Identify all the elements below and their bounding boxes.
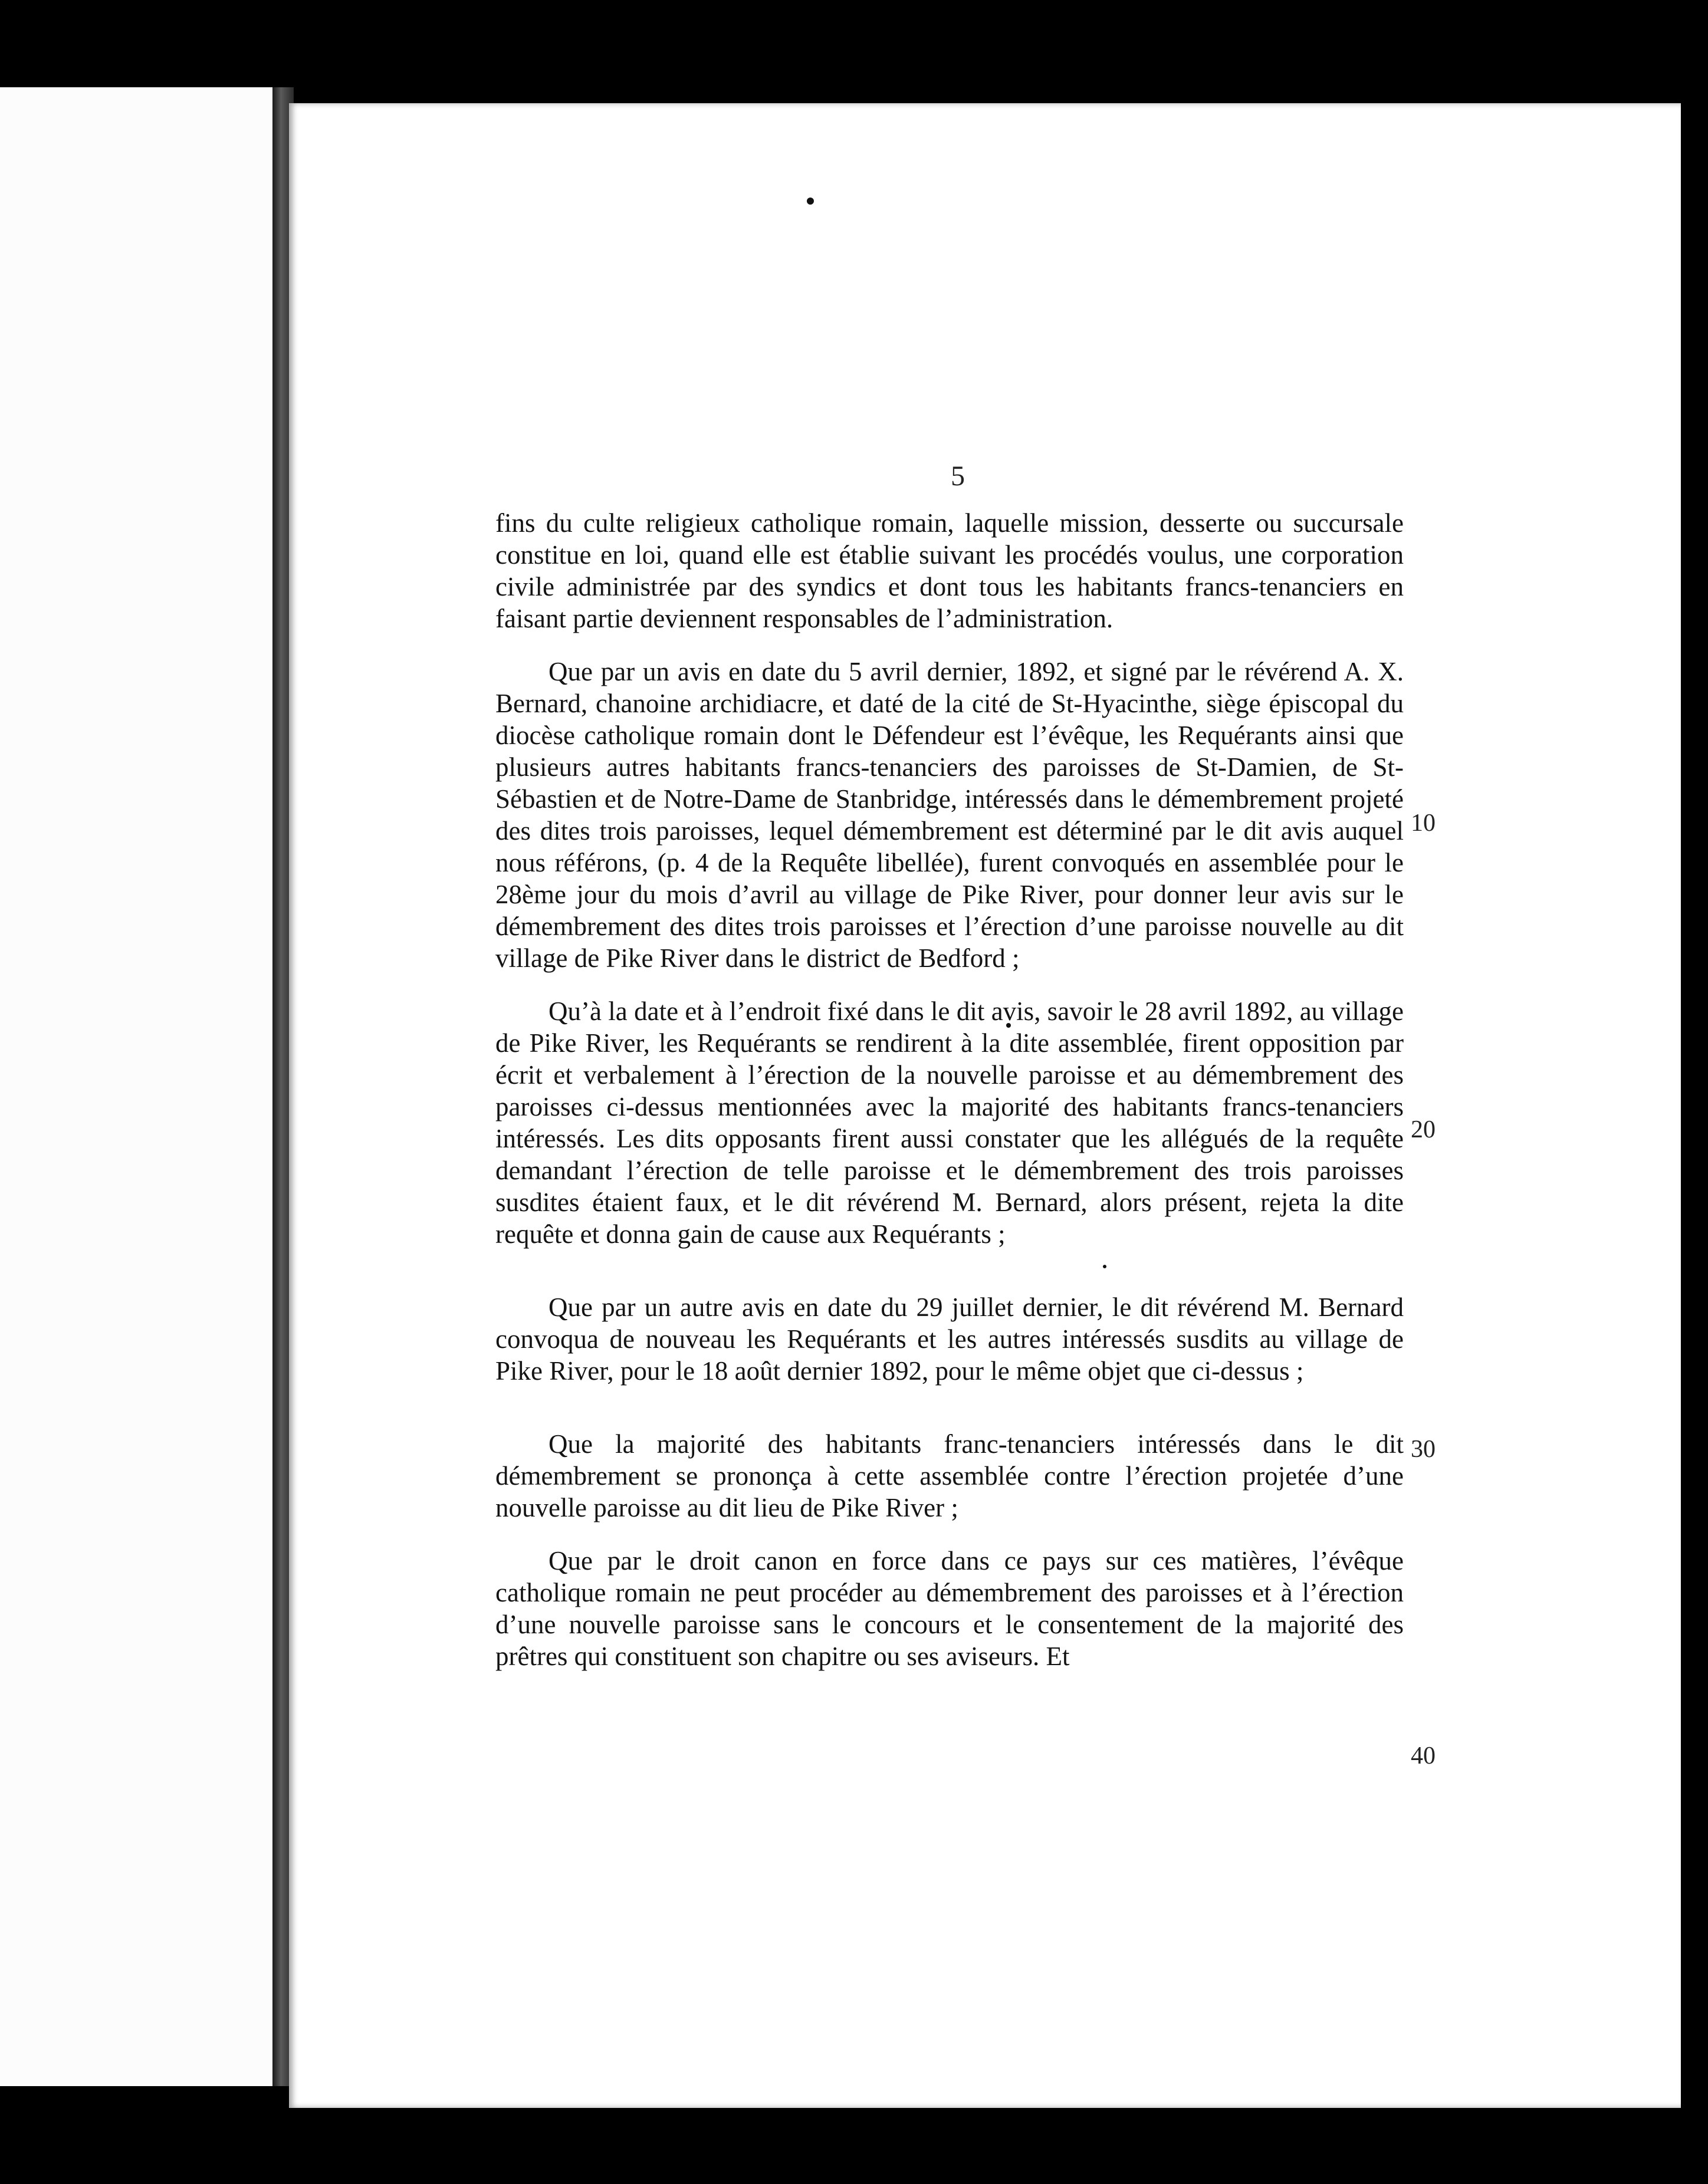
line-number: 10 — [1411, 810, 1436, 837]
paragraph: fins du culte religieux catholique romain, laquelle mission, desserte ou succursale constitue en loi, quand elle est établie suivant les procédés voulus, une corporation civile administrée par des syndics et dont tous les habitants francs-tenanciers en faisant partie deviennent responsables de l’administration. — [495, 508, 1404, 633]
paragraph: Qu’à la date et à l’endroit fixé dans le dit avis, savoir le 28 avril 1892, au village de Pike River, les Requérants se rendirent à la dite assemblée, firent opposition par écrit et verbalement à l’érection de la nouvelle paroisse et au démembrement des paroisses ci-dessus mentionnées avec la majorité des habitants francs-tenanciers intéressés. Les dits opposants firent aussi constater que les allégués de la requête demandant l’érection de telle paroisse et le démembrement des trois paroisses susdites étaient faux, et le dit révérend M. Bernard, alors présent, rejeta la dite requête et donna gain de cause aux Requérants ; — [495, 996, 1404, 1249]
ink-speck — [807, 198, 814, 205]
left-page — [0, 87, 272, 2086]
paragraph: Que par un autre avis en date du 29 juillet dernier, le dit révérend M. Bernard convoqua de nouveau les Requérants et les autres intéressés susdits au village de Pike River, pour le 18 août dernier 1892, pour le même objet que ci-dessus ; — [495, 1292, 1404, 1386]
line-number: 20 — [1411, 1116, 1436, 1143]
paragraph: Que par un avis en date du 5 avril dernier, 1892, et signé par le révérend A. X. Bernard, chanoine archidiacre, et daté de la cité de St-Hyacinthe, siège épiscopal du diocèse catholique romain dont le Défendeur est l’évêque, les Requérants ainsi que plusieurs autres habitants francs-tenanciers des paroisses de St-Damien, de St-Sébastien et de Notre-Dame de Stanbridge, intéressés dans le démembrement projeté des dites trois paroisses, lequel démembrement est déterminé par le dit avis auquel nous référons, (p. 4 de la Requête libellée), furent convoqués en assemblée pour le 28ème jour du mois d’avril au village de Pike River, pour donner leur avis sur le démembrement des dites trois paroisses et l’érection d’une paroisse nouvelle au dit village de Pike River dans le district de Bedford ; — [495, 657, 1404, 973]
line-number: 30 — [1411, 1436, 1436, 1463]
line-number: 40 — [1411, 1742, 1436, 1769]
paragraph: Que la majorité des habitants franc-tenanciers intéressés dans le dit démembrement se prononça à cette assemblée contre l’érection projetée d’une nouvelle paroisse au dit lieu de Pike River ; — [495, 1429, 1404, 1522]
body-text — [495, 507, 1404, 1693]
page-number: 5 — [951, 461, 965, 492]
paragraph: Que par le droit canon en force dans ce pays sur ces matières, l’évêque catholique romain ne peut procéder au démembrement des paroisses et à l’érection d’une nouvelle paroisse sans le concours et le consentement de la majorité des prêtres qui constituent son chapitre ou ses aviseurs. Et — [495, 1546, 1404, 1671]
